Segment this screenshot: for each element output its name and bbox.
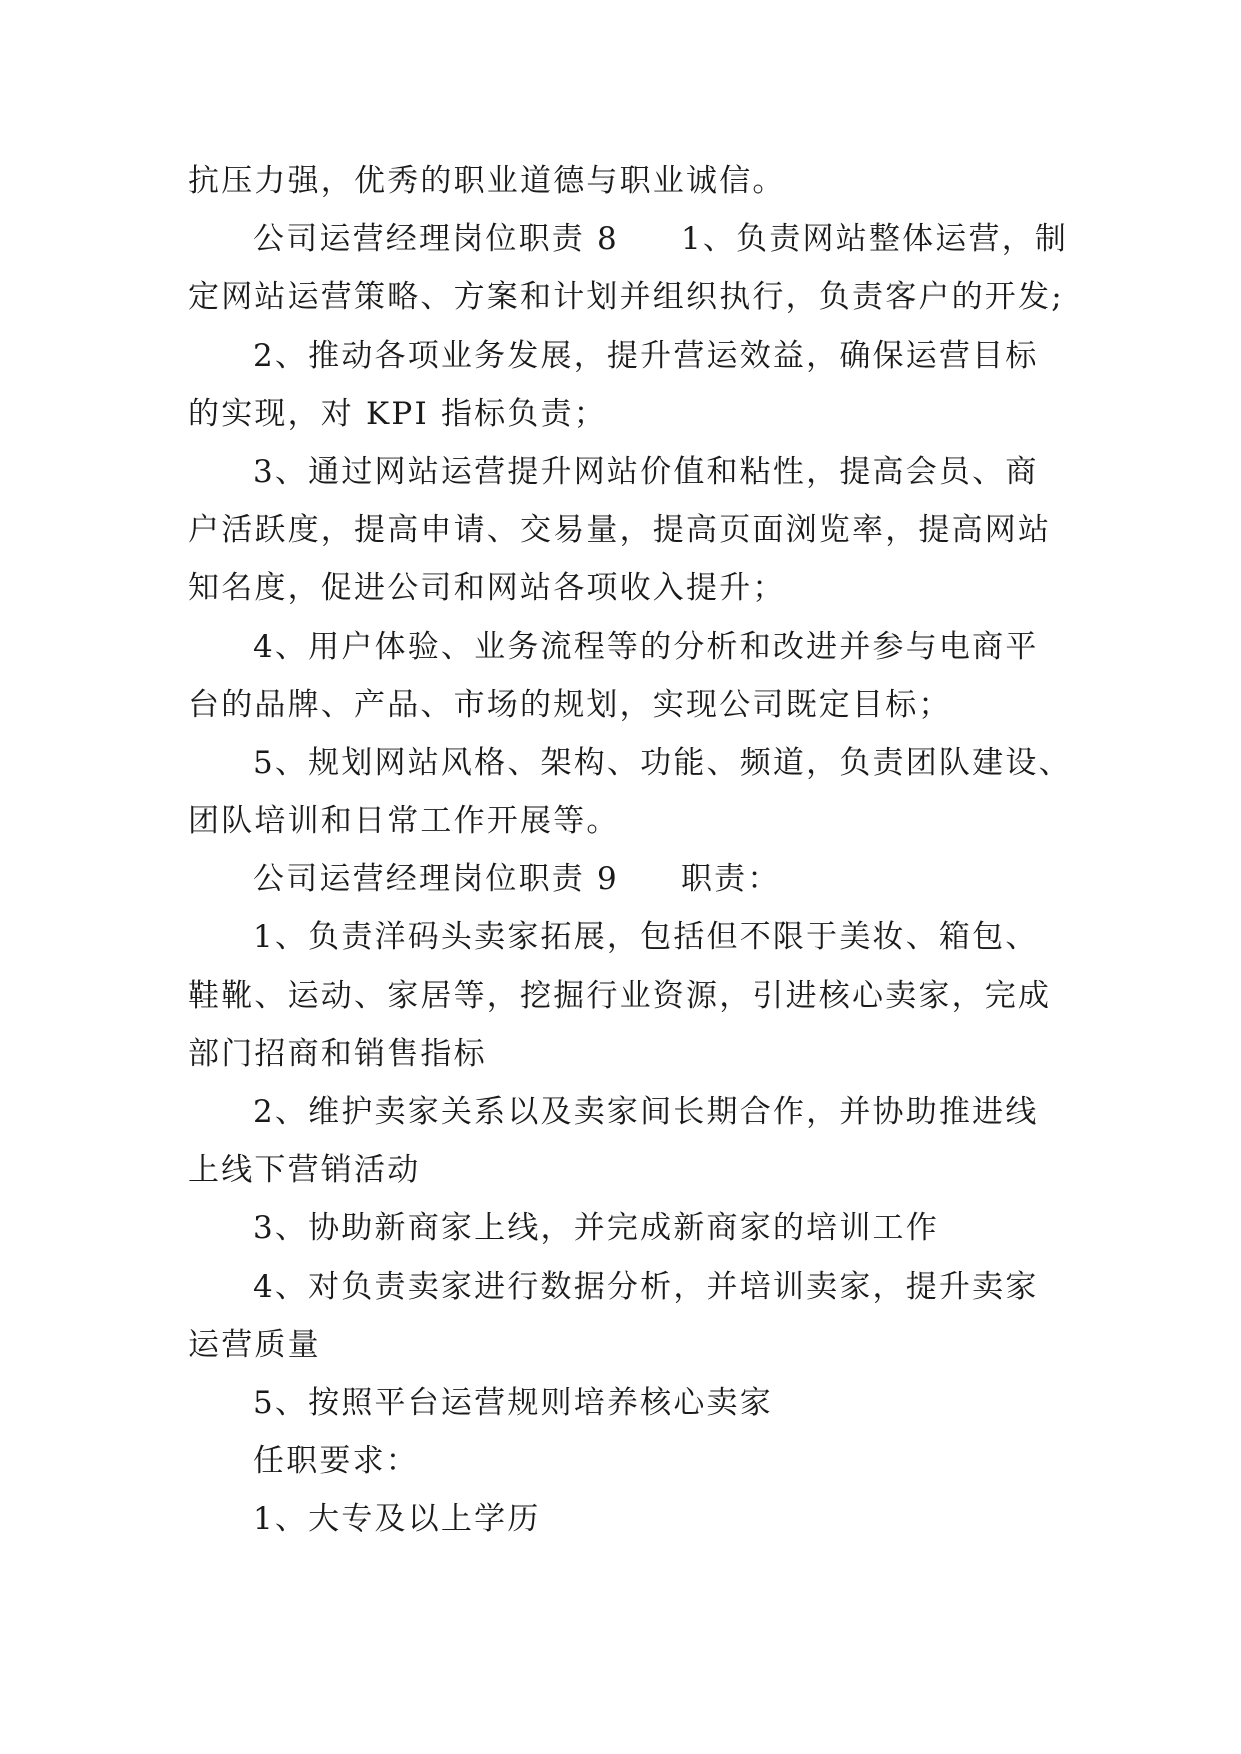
subheading: 任职要求： [253,1443,419,1480]
text-line: 1、大专及以上学历 [253,1501,541,1538]
text-line: 3、通过网站运营提升网站价值和粘性，提高会员、商 [253,453,1039,490]
subheading: 职责： [680,861,781,898]
section-title: 公司运营经理岗位职责 9 [253,861,619,898]
text-line: 1、负责洋码头卖家拓展，包括但不限于美妆、箱包、 [253,919,1039,956]
text-line: 4、用户体验、业务流程等的分析和改进并参与电商平 [253,628,1039,665]
text-line: 5、规划网站风格、架构、功能、频道，负责团队建设、 [253,744,1072,781]
text-line: 运营质量 [188,1326,321,1363]
text-line: 上线下营销活动 [188,1152,421,1189]
text-line: 2、维护卖家关系以及卖家间长期合作，并协助推进线 [253,1094,1039,1130]
section-heading-line [188,850,1068,908]
text-line-continuation: 1、负责网站整体运营，制 [680,221,1069,258]
text-line: 知名度，促进公司和网站各项收入提升； [188,570,786,607]
text-line: 的实现，对 KPI 指标负责； [188,395,607,432]
text-line: 团队培训和日常工作开展等。 [188,803,620,840]
text-line: 鞋靴、运动、家居等，挖掘行业资源，引进核心卖家，完成 [188,977,1052,1014]
text-line: 部门招商和销售指标 [188,1035,487,1072]
text-line: 3、协助新商家上线，并完成新商家的培训工作 [253,1210,939,1247]
section-title: 公司运营经理岗位职责 8 [253,221,619,258]
text-line: 5、按照平台运营规则培养核心卖家 [253,1384,773,1421]
text-line: 抗压力强，优秀的职业道德与职业诚信。 [188,163,786,199]
document-page [188,152,1072,1549]
text-line: 台的品牌、产品、市场的规划，实现公司既定目标； [188,686,952,723]
text-line: 2、推动各项业务发展，提升营运效益，确保运营目标 [253,337,1039,374]
text-line: 定网站运营策略、方案和计划并组织执行，负责客户的开发; [188,279,1064,316]
text-line: 4、对负责卖家进行数据分析，并培训卖家，提升卖家 [253,1268,1039,1305]
text-line: 户活跃度，提高申请、交易量，提高页面浏览率，提高网站 [188,512,1052,549]
section-heading-line [188,210,1068,268]
